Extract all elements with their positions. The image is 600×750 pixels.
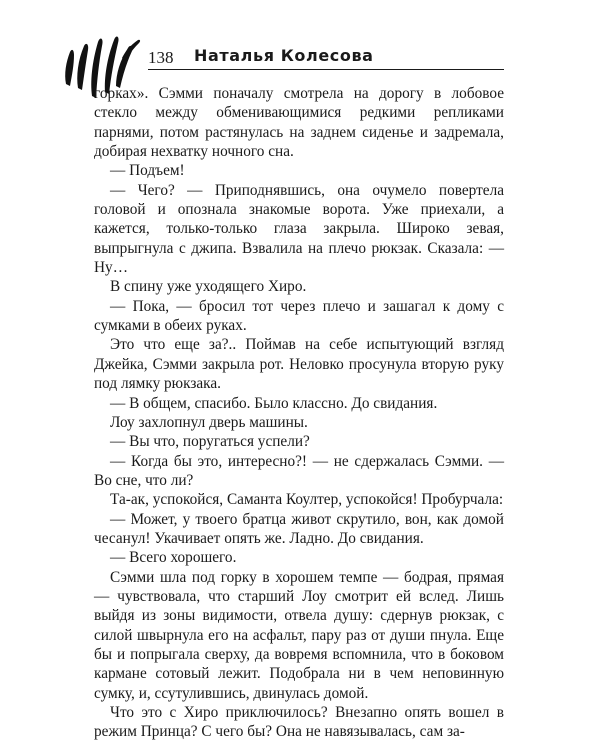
paragraph: Лоу захлопнул дверь машины.: [110, 413, 308, 431]
paragraph: Это что еще за?.. Поймав на себе испытующий взгляд Джейка, Сэмми закрыла рот. Неловко просунула вторую руку под лямку рюкзака.: [94, 336, 504, 393]
paragraph: Сэмми шла под горку в хорошем темпе — бодрая, прямая — чувствовала, что старший Лоу смотрит ей вслед. Лишь выйдя из зоны видимости, отвела душу: сдернув рюкзак, с силой швырнула его на асфальт, пару раз от души пнула. Еще бы и попрыгала сверху, да вовремя вспомнила, что в боковом кармане сотовый лежит. Подобрала ни в чем неповинную сумку, и, ссутулившись, двинулась домой.: [94, 568, 504, 702]
page-number: 138: [148, 48, 174, 67]
body-text: [94, 84, 504, 742]
paragraph: — Когда бы это, интересно?! — не сдержалась Сэмми. — Во сне, что ли?: [94, 452, 504, 489]
paragraph: — Подъем!: [110, 162, 185, 180]
claw-mark: [77, 44, 88, 90]
claw-mark: [65, 50, 74, 86]
paragraph: Что это с Хиро приключилось? Внезапно опять вошел в режим Принца? С чего бы? Она не навязывалась, сам за-: [94, 704, 504, 741]
header-rule: [148, 69, 504, 70]
paragraph: Та-ак, успокойся, Саманта Коултер, успокойся! Пробурчала:: [110, 491, 504, 509]
paragraph: — Может, у твоего братца живот скрутило, вон, как домой чесанул! Укачивает опять же. Ладно. До свидания.: [94, 510, 504, 547]
paragraph: — Вы что, поругаться успели?: [110, 433, 310, 451]
paragraph: горках». Сэмми поначалу смотрела на дорогу в лобовое стекло между обменивающимися редкими репликами парнями, потом растянулась на заднем сиденье и задремала, добирая нехватку ночного сна.: [94, 85, 504, 161]
paragraph: — Всего хорошего.: [110, 549, 237, 567]
running-title: Наталья Колесова: [194, 46, 374, 65]
paragraph: — В общем, спасибо. Было классно. До свидания.: [110, 394, 438, 412]
paragraph: — Пока, — бросил тот через плечо и зашагал к дому с сумками в обеих руках.: [94, 297, 504, 335]
paragraph: — Чего? — Приподнявшись, она очумело повертела головой и опознала знакомые ворота. Уже приехали, а кажется, только-только глаза закрыла. Широко зевая, выпрыгнула с джипа. Взвалила на плечо рюкзак. Сказала: — Ну…: [94, 181, 504, 277]
paragraph: В спину уже уходящего Хиро.: [110, 278, 307, 296]
page-header: [148, 44, 504, 72]
claw-mark: [122, 40, 140, 61]
